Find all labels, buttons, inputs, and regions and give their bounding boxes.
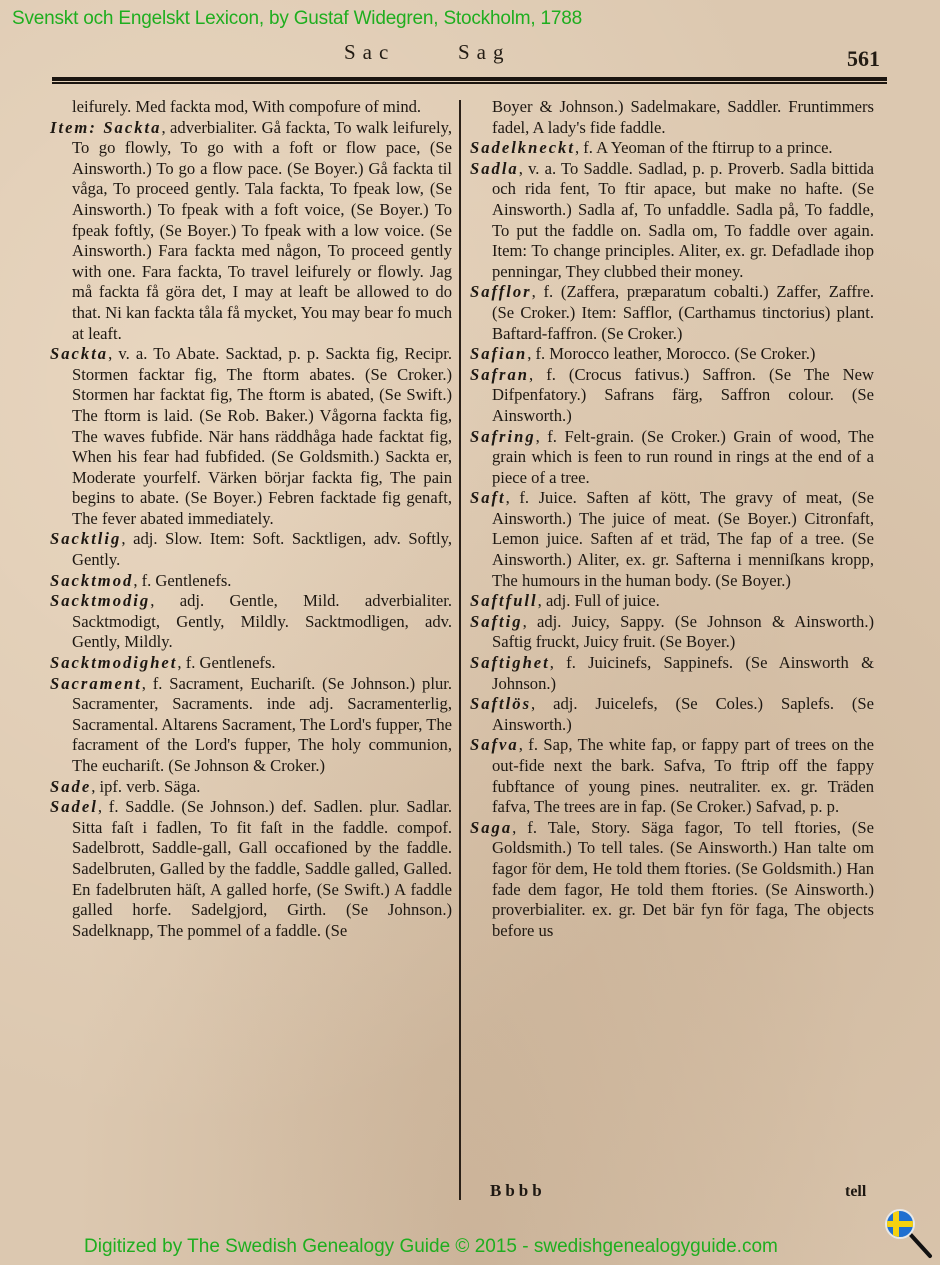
entry-definition: , adj. Juicy, Sappy. (Se Johnson & Ainsworth.) Saftig fruckt, Juicy fruit. (Se Boyer.) bbox=[492, 611, 874, 652]
entry-definition: , f. Gentlenefs. bbox=[177, 653, 276, 673]
entry-headword: Safian bbox=[470, 344, 528, 364]
guide-word-left: Sac bbox=[344, 40, 396, 64]
entry-definition: , adj. Juicelefs, (Se Coles.) Saplefs. (Se Ainsworth.) bbox=[492, 694, 874, 734]
entry-headword: Saftlös bbox=[470, 694, 532, 714]
dictionary-entry bbox=[470, 818, 874, 942]
dictionary-entry bbox=[50, 674, 452, 777]
entry-definition: , adj. Full of juice. bbox=[537, 591, 660, 611]
entry-definition: , adj. Slow. Item: Soft. Sacktligen, adv. Softly, Gently. bbox=[72, 529, 452, 570]
entry-headword: Saftig bbox=[470, 611, 523, 631]
entry-definition: , f. Saddle. (Se Johnson.) def. Sadlen. plur. Sadlar. Sitta faſt i fadlen, To fit faſt in the faddle. compof. Sadelbrott, Saddle-gall, Gall occafioned by the faddle. Sadelbruten, Galled by the faddle, Saddle galled, Galled. En fadelbruten häſt, A galled horfe, (Se Swift.) A faddle galled horfe. Sadelgjord, Girth. (Se Johnson.) Sadelknapp, The pommel of a faddle. (Se bbox=[72, 797, 452, 940]
entry-headword: Sacktmodighet bbox=[50, 653, 178, 673]
entry-headword: Sacktmodig bbox=[50, 591, 151, 611]
dictionary-entry bbox=[470, 427, 874, 489]
entry-definition: , adj. Gentle, Mild. adverbialiter. Sacktmodigt, Gently, Mildly. Sacktmodligen, adv. Gently, Mildly. bbox=[72, 591, 452, 652]
entry-definition: , f. Juice. Saften af kött, The gravy of meat, (Se Ainsworth.) The juice of meat. (Se Boyer.) Citronfaft, Lemon juice. Saften af et träd, The fap of a tree. (Se Ainsworth.) Aliter, ex. gr. Safterna i menniſkans kropp, The humours in the human body. (Se Boyer.) bbox=[492, 488, 874, 590]
dictionary-entry bbox=[470, 653, 874, 694]
entry-headword: Safring bbox=[470, 426, 536, 446]
dictionary-entry bbox=[470, 365, 874, 427]
entry-headword: Saftighet bbox=[470, 653, 550, 673]
page-number: 561 bbox=[847, 46, 880, 71]
dictionary-entry bbox=[470, 612, 874, 653]
entry-headword: Item: Sackta bbox=[50, 117, 162, 137]
entry-definition: , f. Sacrament, Euchariſt. (Se Johnson.) plur. Sacramenter, Sacraments. inde adj. Sacramenterlig, Sacramental. Altarens Sacrament, The Lord's fupper, The facrament of the Lord's fupper, The holy communion, The euchariſt. (Se Johnson & Croker.) bbox=[72, 673, 453, 775]
dictionary-entry bbox=[470, 344, 874, 365]
dictionary-entry bbox=[50, 344, 452, 529]
entry-definition: leifurely. Med fackta mod, With compofure of mind. bbox=[72, 97, 422, 116]
dictionary-entry bbox=[50, 653, 452, 674]
dictionary-entry bbox=[50, 118, 452, 345]
entry-continuation bbox=[470, 97, 874, 138]
entry-definition: , f. A Yeoman of the ftirrup to a prince. bbox=[574, 138, 833, 158]
dictionary-entry bbox=[470, 282, 874, 344]
entry-definition: , f. Juicinefs, Sappinefs. (Se Ainsworth & Johnson.) bbox=[492, 653, 874, 693]
dictionary-entry bbox=[470, 488, 874, 591]
dictionary-entry bbox=[50, 797, 452, 941]
dictionary-entry bbox=[50, 571, 452, 592]
entry-headword: Saft bbox=[470, 488, 506, 508]
swedish-flag-magnifier-icon bbox=[884, 1208, 934, 1260]
entry-headword: Sade bbox=[50, 776, 92, 796]
entry-headword: Sadelkneckt bbox=[470, 138, 575, 158]
dictionary-entry bbox=[470, 591, 874, 612]
entry-definition: , f. Tale, Story. Säga fagor, To tell ftories, (Se Goldsmith.) To tell tales. (Se Ainsworth.) Han talte om fagor för dem, He told them ftories. (Se Goldsmith.) Han fade dem fagor, He told them ftories. (Se Ainsworth.) proverbialiter. ex. gr. Det bär fyn för faga, The objects before us bbox=[492, 817, 874, 940]
entry-headword: Sacktmod bbox=[50, 570, 134, 590]
entry-definition: , adverbialiter. Gå fackta, To walk leifurely, To go flowly, To go with a foft or flow pace, (Se Ainsworth.) To go a flow pace. (Se Boyer.) Gå fackta til våga, To proceed gently. Tala fackta, To fpeak low, (Se Ainsworth.) To fpeak with a foft voice, (Se Boyer.) To fpeak foftly, (Se Boyer.) To fpeak with a low voice. (Se Ainsworth.) Fara fackta med någon, To proceed gently with one. Fara fackta, To travel leifurely or flowly. Jag må fackta få göra det, I may at leaft be allowed to do that. Ni kan fackta tåla få mycket, You may bear fo much at leaft. bbox=[72, 117, 452, 343]
right-column bbox=[470, 97, 874, 941]
entry-headword: Saga bbox=[470, 817, 513, 837]
running-head bbox=[0, 40, 940, 80]
left-column bbox=[50, 97, 452, 941]
entry-definition: , f. (Zaffera, præparatum cobalti.) Zaffer, Zaffre. (Se Croker.) Item: Safflor, (Carthamus tinctorius) plant. Baftard-faffron. (Se Croker.) bbox=[492, 282, 874, 343]
dictionary-entry bbox=[470, 159, 874, 283]
entry-definition: , f. Felt-grain. (Se Croker.) Grain of wood, The grain which is feen to run round in rings at the end of a piece of a tree. bbox=[492, 426, 874, 487]
entry-headword: Safflor bbox=[470, 282, 532, 302]
dictionary-entry bbox=[470, 138, 874, 159]
dictionary-entry bbox=[50, 529, 452, 570]
header-double-rule bbox=[52, 77, 887, 84]
entry-headword: Safran bbox=[470, 364, 530, 384]
entry-headword: Sacrament bbox=[50, 673, 142, 693]
digitization-credit: Digitized by The Swedish Genealogy Guide © 2015 - swedishgenealogyguide.com bbox=[84, 1236, 778, 1257]
column-divider bbox=[459, 100, 461, 1200]
guide-word-right: Sag bbox=[458, 40, 511, 64]
entry-headword: Sadel bbox=[50, 797, 98, 817]
entry-headword: Sadla bbox=[470, 158, 519, 178]
entry-definition: Boyer & Johnson.) Sadelmakare, Saddler. Fruntimmers fadel, A lady's fide faddle. bbox=[492, 97, 874, 137]
entry-definition: , ipf. verb. Säga. bbox=[91, 776, 201, 796]
entry-continuation bbox=[50, 97, 452, 118]
entry-definition: , v. a. To Abate. Sacktad, p. p. Sackta fig, Recipr. Stormen facktar fig, The ftorm abates. (Se Croker.) Stormen har facktat fig, The ftorm is abated, (Se Swift.) The ftorm is laid. (Se Rob. Baker.) Vågorna fackta fig, The waves fubfide. När hans räddhåga hade facktat fig, When his fear had fubfided. (Se Goldsmith.) Sackta er, Moderate yourfelf. Värken börjar fackta fig, The pain begins to abate. (Se Boyer.) Febren facktade fig genaft, The fever abated immediately. bbox=[72, 344, 452, 528]
entry-definition: , f. Sap, The white fap, or fappy part of trees on the out-fide next the bark. Safva, To ftrip off the fappy fubftance of young pines. neutraliter. ex. gr. Träden fafva, The trees are in fap. (Se Croker.) Safvad, p. p. bbox=[492, 735, 874, 817]
entry-headword: Saftfull bbox=[470, 591, 538, 611]
entry-definition: , f. Morocco leather, Morocco. (Se Croker.) bbox=[527, 344, 816, 364]
catchword: tell bbox=[845, 1183, 867, 1200]
dictionary-entry bbox=[470, 735, 874, 817]
entry-definition: , v. a. To Saddle. Sadlad, p. p. Proverb. Sadla bittida och rida fent, To ftir apace, but make no hafte. (Se Ainsworth.) Sadla af, To unfaddle. Sadla på, To faddle, To put the faddle on. Sadla om, To faddle over again. Item: To change principles. Aliter, ex. gr. Defadlade ihop penningar, They clubbed their money. bbox=[492, 158, 874, 281]
signature-mark: Bbbb bbox=[490, 1181, 546, 1200]
entry-headword: Sacktlig bbox=[50, 529, 122, 549]
banner-title: Svenskt och Engelskt Lexicon, by Gustaf Widegren, Stockholm, 1788 bbox=[12, 8, 582, 29]
dictionary-entry bbox=[470, 694, 874, 735]
dictionary-entry bbox=[50, 777, 452, 798]
entry-headword: Safva bbox=[470, 735, 519, 755]
entry-definition: , f. (Crocus fativus.) Saffron. (Se The New Difpenfatory.) Safrans färg, Saffron colour. (Se Ainsworth.) bbox=[492, 364, 874, 425]
entry-headword: Sackta bbox=[50, 344, 109, 364]
entry-definition: , f. Gentlenefs. bbox=[133, 570, 232, 590]
dictionary-entry bbox=[50, 591, 452, 653]
